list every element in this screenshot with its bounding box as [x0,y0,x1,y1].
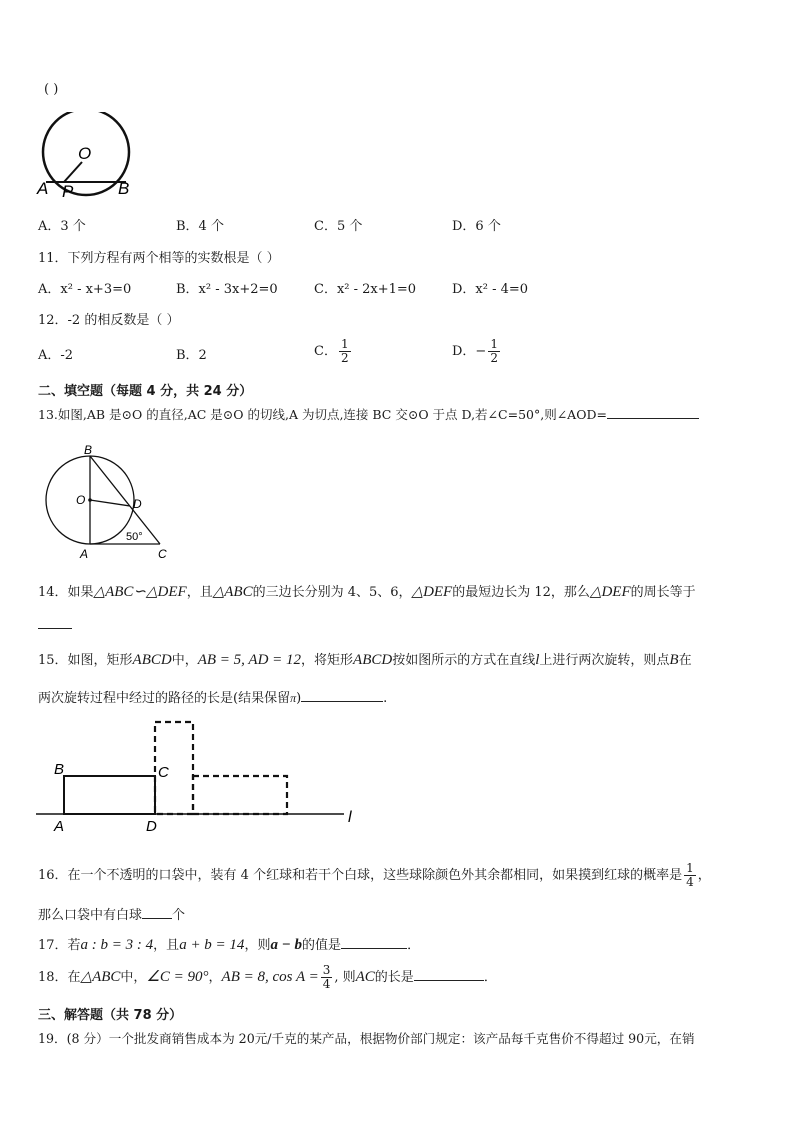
q15-point-b: B [669,652,679,668]
q11-option-d: D．x² - 4=0 [452,282,529,297]
q14-text-3: 的三边长分别为 4、5、6， [252,585,412,600]
q18-stem [38,964,497,991]
q14-text-4: 的最短边长为 12，那么 [452,585,590,600]
q13-label-o: O [76,493,86,507]
q15-rectangle-figure [36,718,366,838]
q16-answer-blank [142,906,172,919]
section-2-heading: 二、填空题（每题 4 分，共 24 分） [38,384,253,399]
q16-line-1 [38,862,711,889]
q13-label-a: A [80,547,89,561]
q15-text-8: ) [296,691,302,706]
q13-segment-bc [90,456,160,544]
q18-denominator: 4 [322,977,331,991]
q18-text-2: 中， [120,970,147,985]
q13-label-d: D [133,497,142,511]
q10-segment-op [64,162,82,182]
q18-text-3: ， [208,970,222,985]
q18-numerator: 3 [322,963,331,977]
q12-option-d [452,338,502,365]
q18-ab-cos: AB = 8, cos A = [221,969,319,985]
q15-fig-label-l: l [348,809,352,826]
q11-option-b: B．x² - 3x+2=0 [176,282,278,297]
q15-answer-blank [301,689,383,702]
q14-text-2: ，且 [186,585,213,600]
q14-answer-blank [38,616,72,629]
q10-label-a: A [37,179,49,198]
q10-label-b: B [118,179,130,198]
q10-option-b: B．4 个 [176,219,224,234]
q14-triangle-abc: △ABC [212,584,253,600]
q16-text-1: 16．在一个不透明的口袋中，装有 4 个红球和若干个白球，这些球除颜色外其余都相同，如果摸到红球的概率是 [38,868,683,883]
q12-option-c-label: C． [314,344,337,359]
q12-option-a: A．-2 [38,348,74,363]
q18-text-4: , 则 [334,970,356,985]
q12-d-numerator: 1 [490,337,498,351]
q14-text-1: 14．如果 [38,585,94,600]
q15-text-4: 按如图所示的方式在直线 [392,653,536,668]
q18-angle: ∠C = 90° [146,969,209,985]
q15-pi: π [290,691,297,705]
q16-denominator: 4 [686,875,694,889]
q13-segment-od [90,500,130,506]
q10-option-c: C．5 个 [314,219,363,234]
q15-line-1 [38,652,692,669]
q15-fig-label-c: C [158,764,169,781]
q12-option-c [314,338,353,365]
q17-text-2: ，且 [153,938,180,953]
q15-text-7: 两次旋转过程中经过的路径的长是(结果保留 [38,691,291,706]
q15-text-6: 在 [678,653,692,668]
q13-label-b: B [84,443,93,457]
q18-answer-blank [414,968,484,981]
q16-line-2 [38,906,185,924]
q15-fig-label-d: D [146,818,157,835]
q12-option-d-fraction [488,338,500,365]
q16-numerator: 1 [686,861,694,875]
q15-text-3: ，将矩形 [301,653,354,668]
q13-label-c: C [158,547,167,561]
q15-text-2: 中， [171,653,198,668]
q13-angle-label: 50° [126,531,143,543]
q17-period: ． [407,938,421,953]
q16-text-2: ， [697,868,711,883]
section-3-heading: 三、解答题（共 78 分） [38,1008,183,1023]
q18-period: ． [483,970,497,985]
q10-circle-figure [36,112,136,198]
q13-stem [38,406,699,423]
q12-option-c-fraction [339,338,351,365]
q11-option-a: A．x² - x+3=0 [38,282,132,297]
q15-period: . [383,691,388,706]
q17-difference: a − b [270,937,303,953]
q14-triangle-def-2: △DEF [589,584,631,600]
q14-similar-expr: △ABC∽△DEF [93,584,187,600]
q16-fraction [684,862,696,889]
q18-text-1: 18．在 [38,970,81,985]
q15-rect-original [64,776,155,814]
q10-answer-paren: ( ) [44,82,59,97]
q15-rect-rotated-2 [193,776,287,814]
q17-stem [38,936,420,954]
q13-stem-text: 13.如图,AB 是⊙O 的直径,AC 是⊙O 的切线,A 为切点,连接 BC 交⊙O 于点 D,若∠C=50°,则∠AOD= [38,407,607,422]
q13-circle-figure [38,442,178,562]
q18-text-5: 的长是 [374,970,414,985]
q18-ac: AC [355,969,375,985]
q17-sum: a + b = 14 [179,937,245,953]
q13-center-dot [88,498,92,502]
q12-option-d-label: D．− [452,344,487,359]
q17-text-4: 的值是 [302,938,342,953]
q12-d-denominator: 2 [490,351,498,365]
q10-label-o: O [78,144,92,163]
q15-rect-2: ABCD [353,652,393,668]
q16-text-3: 那么口袋中有白球 [38,908,143,923]
q15-fig-label-b: B [54,761,65,778]
q17-text-3: ，则 [244,938,271,953]
q18-triangle: △ABC [80,969,121,985]
q19-stem: 19．(8 分）一个批发商销售成本为 20元/千克的某产品，根据物价部门规定：该产品每千克售价不得超过 90元，在销 [38,1031,695,1046]
q15-fig-label-a: A [54,818,65,835]
q15-text-1: 15．如图，矩形 [38,653,133,668]
q15-line-2 [38,689,387,707]
q16-text-4: 个 [172,908,186,923]
q10-option-d: D．6 个 [452,219,501,234]
q10-label-p: P [62,182,74,198]
q17-answer-blank [341,936,407,949]
q13-answer-blank [607,406,699,419]
q10-option-a: A．3 个 [38,219,86,234]
q15-text-5: 上进行两次旋转，则点 [539,653,670,668]
q11-stem: 11．下列方程有两个相等的实数根是（ ） [38,251,280,266]
q15-rect-1: ABCD [132,652,172,668]
q14-triangle-def: △DEF [411,584,453,600]
q12-option-b: B．2 [176,348,207,363]
q14-stem [38,584,696,601]
q17-ratio: a : b = 3 : 4 [80,937,154,953]
q15-line-l: l [535,652,540,668]
q17-text-1: 17．若 [38,938,81,953]
q15-condition: AB = 5, AD = 12 [197,652,302,668]
q12-c-denominator: 2 [340,351,349,365]
q14-text-5: 的周长等于 [630,585,696,600]
q12-c-numerator: 1 [340,337,349,351]
q18-fraction [321,964,333,991]
q12-stem: 12．-2 的相反数是（ ） [38,313,180,328]
q11-option-c: C．x² - 2x+1=0 [314,282,417,297]
